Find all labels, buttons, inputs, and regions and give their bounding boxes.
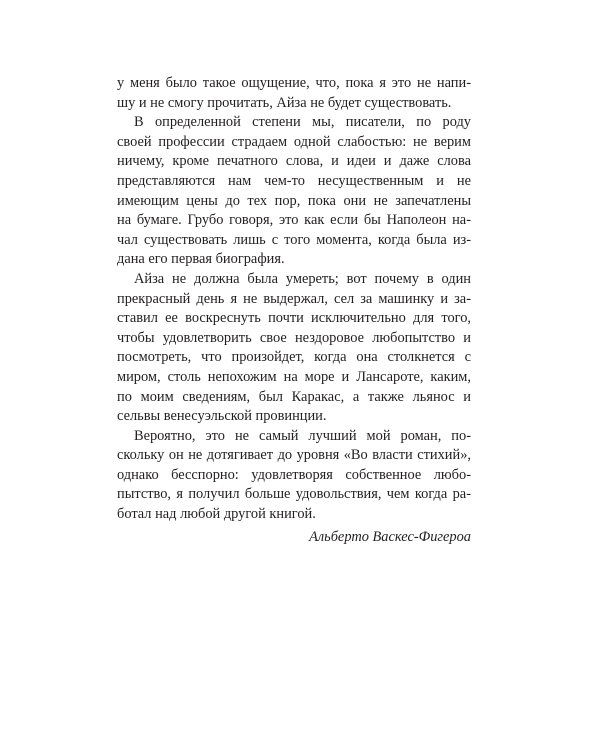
text-line: имеющим цены до тех пор, пока они не запечатлены bbox=[117, 192, 471, 209]
text-line: В определенной степени мы, писатели, по роду bbox=[134, 114, 471, 131]
text-line: представляются нам чем-то несущественным и не bbox=[117, 172, 471, 189]
text-line: по моим сведениям, был Каракас, а также льянос и bbox=[117, 388, 471, 405]
paragraph-2 bbox=[117, 113, 471, 270]
author-signature: Альберто Васкес-Фигероа bbox=[309, 528, 471, 545]
text-line: сельвы венесуэльской провинции. bbox=[117, 408, 327, 425]
text-line: чтобы удовлетворить свое нездоровое любопытство и bbox=[117, 329, 471, 346]
text-line: ботал над любой другой книгой. bbox=[117, 506, 316, 523]
text-line: своей профессии страдаем одной слабостью: не верим bbox=[117, 133, 471, 150]
text-line: пытство, я получил больше удовольствия, чем когда ра- bbox=[117, 486, 471, 503]
paragraph-1 bbox=[117, 74, 471, 113]
text-line: у меня было такое ощущение, что, пока я это не напи- bbox=[117, 75, 471, 91]
text-line: посмотреть, что произойдет, когда она столкнется с bbox=[117, 349, 471, 366]
text-line: ничему, кроме печатного слова, и идеи и даже слова bbox=[117, 153, 471, 170]
paragraph-3 bbox=[117, 270, 471, 427]
text-line: на бумаге. Грубо говоря, это как если бы Наполеон на- bbox=[117, 212, 471, 229]
text-line: чал существовать лишь с того момента, когда была из- bbox=[117, 231, 471, 248]
text-line: шу и не смогу прочитать, Айза не будет существовать. bbox=[117, 94, 452, 111]
page-body bbox=[117, 74, 471, 547]
text-line: скольку он не дотягивает до уровня «Во власти стихий», bbox=[117, 447, 471, 464]
text-line: Вероятно, это не самый лучший мой роман, по- bbox=[134, 427, 471, 444]
text-line: прекрасный день я не выдержал, сел за машинку и за- bbox=[117, 290, 471, 307]
text-line: однако бесспорно: удовлетворяя собственное любо- bbox=[117, 466, 471, 483]
text-line: дана его первая биография. bbox=[117, 251, 285, 268]
text-line: ставил ее воскреснуть почти исключительно для того, bbox=[117, 310, 471, 327]
text-line: миром, столь непохожим на море и Лансароте, каким, bbox=[117, 368, 471, 385]
paragraph-4 bbox=[117, 427, 471, 525]
text-line: Айза не должна была умереть; вот почему в один bbox=[134, 270, 471, 287]
